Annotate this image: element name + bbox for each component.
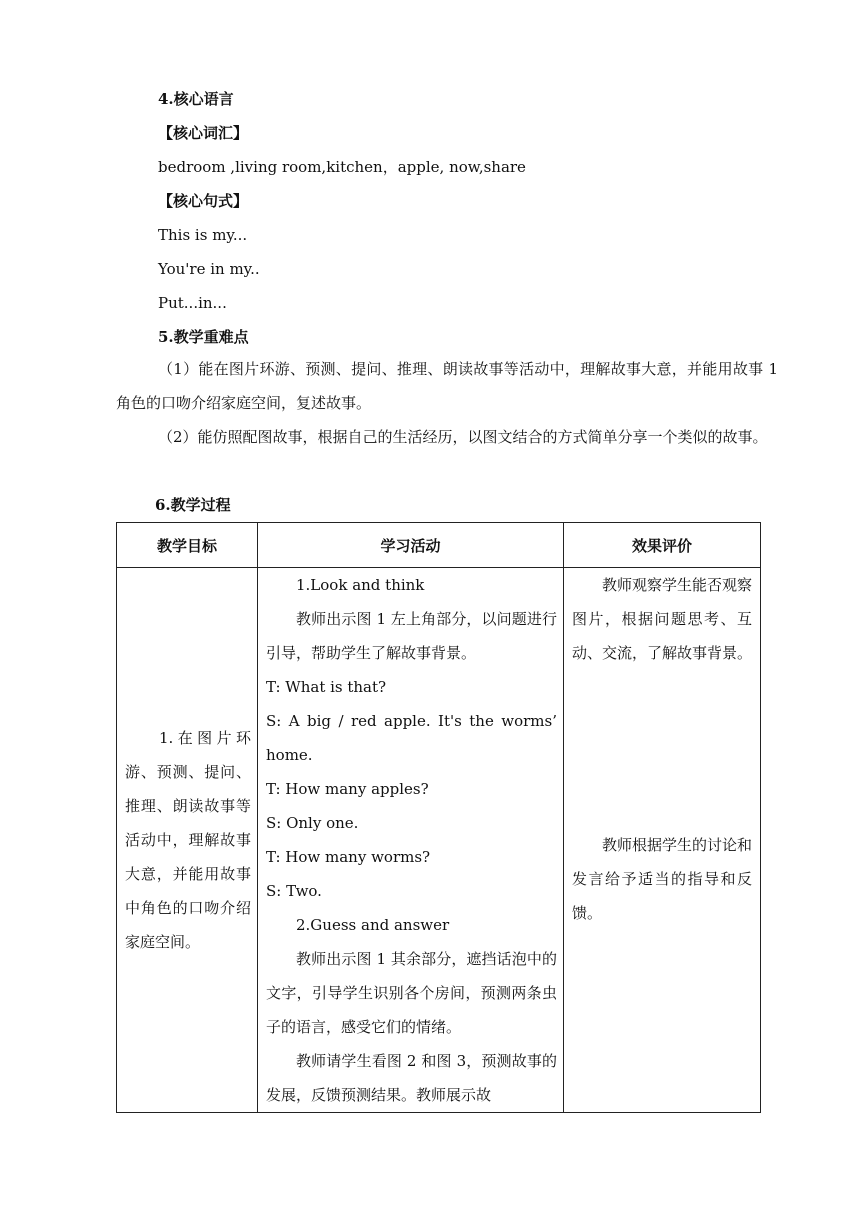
- section5-heading: 5.教学重难点: [158, 328, 249, 346]
- header-evaluation: 效果评价: [564, 523, 761, 568]
- sentence-item: You're in my..: [158, 260, 260, 278]
- activity-line: T: What is that?: [266, 678, 387, 696]
- table-header-row: [117, 523, 761, 568]
- section4-heading: 4.核心语言: [158, 90, 234, 108]
- header-goal: 教学目标: [117, 523, 258, 568]
- evaluation-text: 教师根据学生的讨论和发言给予适当的指导和反馈。: [572, 836, 753, 922]
- sentence-label: 【核心句式】: [158, 192, 249, 210]
- goal-cell: 1.在图片环游、预测、提问、推理、朗读故事等活动中，理解故事大意，并能用故事中角色的口吻介绍家庭空间。: [117, 568, 258, 1113]
- key-point-paragraph: （1）能在图片环游、预测、提问、推理、朗读故事等活动中，理解故事大意，并能用故事 1 角色的口吻介绍家庭空间，复述故事。: [116, 360, 778, 412]
- activity-line: S: Two.: [266, 882, 322, 900]
- evaluation-text: 教师观察学生能否观察图片，根据问题思考、互动、交流，了解故事背景。: [572, 576, 753, 662]
- section6-heading: 6.教学过程: [155, 496, 231, 514]
- header-activities: 学习活动: [258, 523, 564, 568]
- activity-line: 教师请学生看图 2 和图 3，预测故事的发展，反馈预测结果。教师展示故: [266, 1052, 557, 1104]
- activity-line: 1.Look and think: [296, 576, 425, 594]
- activity-line: T: How many apples?: [266, 780, 429, 798]
- activities-cell: [258, 568, 564, 1113]
- table-row: [117, 568, 761, 1113]
- sentence-item: Put...in...: [158, 294, 227, 312]
- activity-line: 教师出示图 1 其余部分，遮挡话泡中的文字，引导学生识别各个房间，预测两条虫子的语言，感受它们的情绪。: [266, 950, 557, 1036]
- key-point-paragraph: （2）能仿照配图故事，根据自己的生活经历，以图文结合的方式简单分享一个类似的故事。: [158, 428, 768, 446]
- vocab-label: 【核心词汇】: [158, 124, 249, 142]
- activity-line: S: A big / red apple. It's the worms’ home.: [266, 712, 557, 764]
- vocab-text: bedroom ,living room,kitchen，apple, now,share: [158, 158, 526, 176]
- activity-line: 教师出示图 1 左上角部分，以问题进行引导，帮助学生了解故事背景。: [266, 610, 557, 662]
- teaching-process-table: [116, 522, 761, 1113]
- sentence-item: This is my...: [158, 226, 248, 244]
- evaluation-cell: [564, 568, 761, 1113]
- activity-line: T: How many worms?: [266, 848, 431, 866]
- activity-line: 2.Guess and answer: [296, 916, 450, 934]
- activity-line: S: Only one.: [266, 814, 359, 832]
